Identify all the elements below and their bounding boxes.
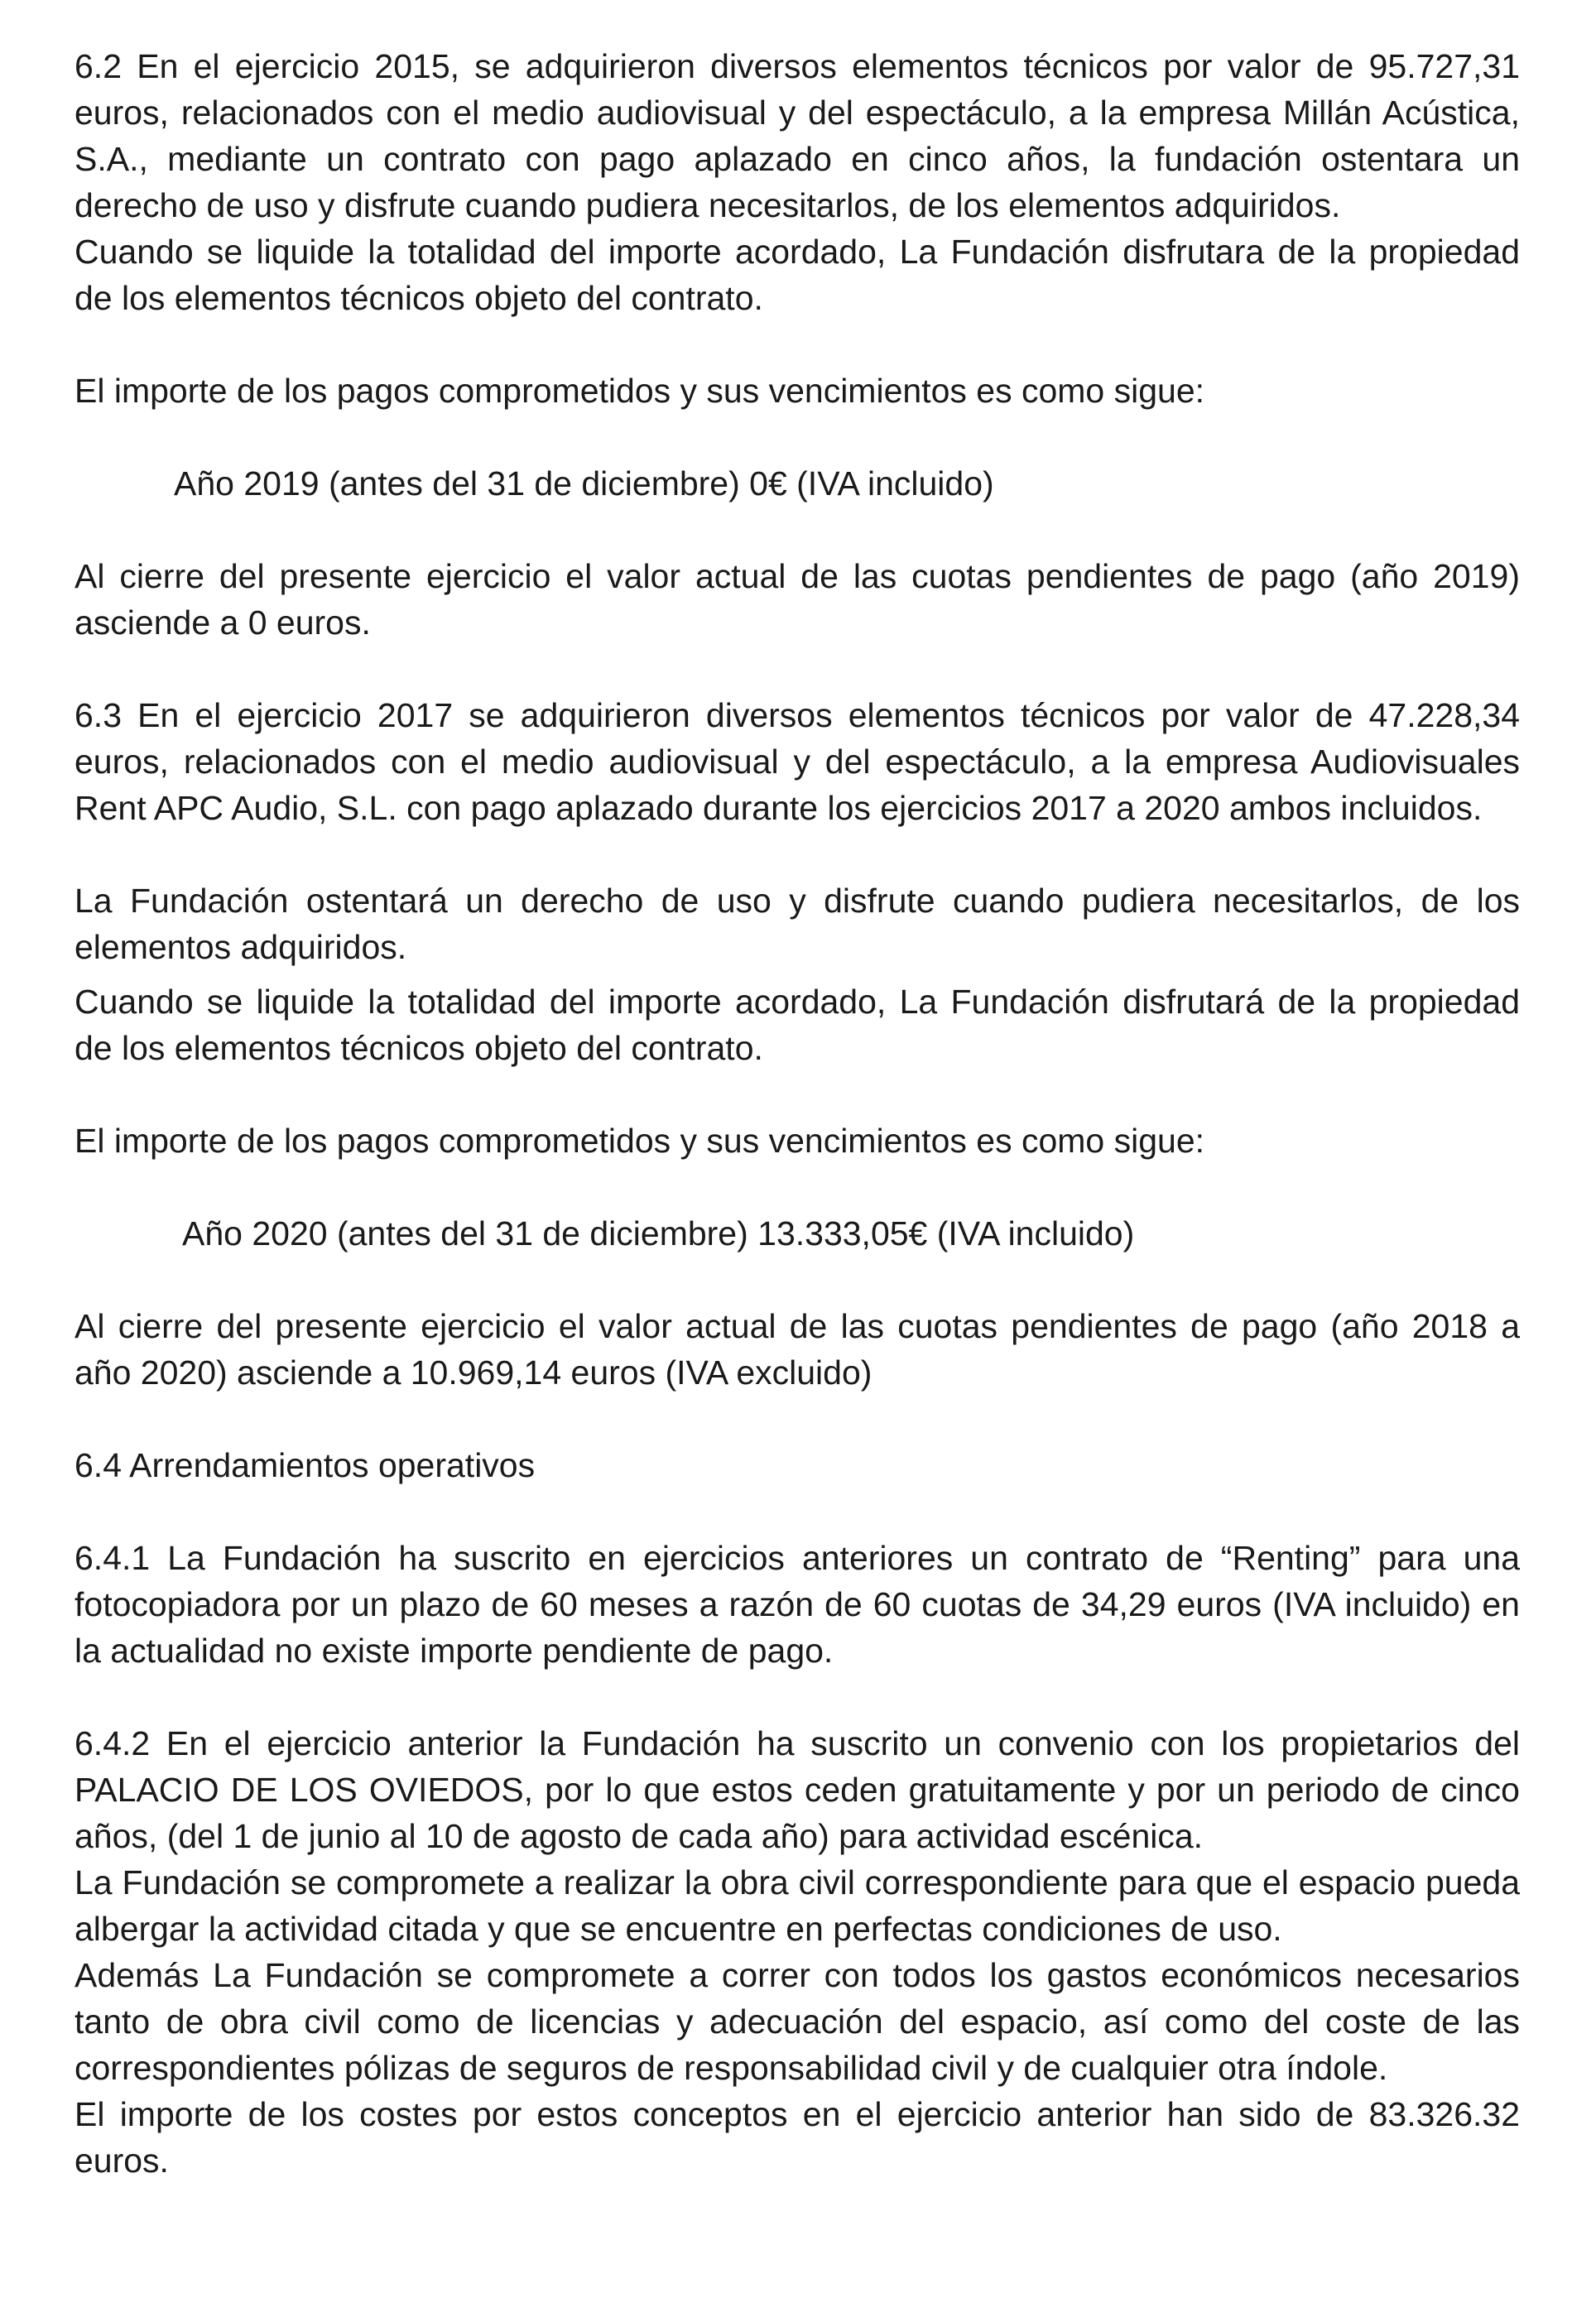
paragraph-line: Rent APC Audio, S.L. con pago aplazado durante los ejercicios 2017 a 2020 ambos incluidos. bbox=[75, 789, 1483, 827]
paragraph-line: La Fundación ostentará un derecho de uso y disfrute cuando pudiera necesitarlos, de los bbox=[75, 882, 1520, 920]
paragraph-line: 6.4.2 En el ejercicio anterior la Fundación ha suscrito un convenio con los propietarios del bbox=[75, 1724, 1520, 1762]
paragraph-line: PALACIO DE LOS OVIEDOS, por lo que estos ceden gratuitamente y por un periodo de cinco bbox=[75, 1771, 1520, 1809]
paragraph-line: euros, relacionados con el medio audiovisual y del espectáculo, a la empresa Audiovisuales bbox=[75, 743, 1520, 781]
paragraph-line: 6.3 En el ejercicio 2017 se adquirieron diversos elementos técnicos por valor de 47.228,34 bbox=[75, 696, 1520, 734]
paragraph-line: Cuando se liquide la totalidad del importe acordado, La Fundación disfrutara de la propiedad bbox=[75, 233, 1520, 271]
paragraph-line: elementos adquiridos. bbox=[75, 928, 407, 966]
section-6-4-2 bbox=[75, 1720, 1520, 2184]
paragraph-line: El importe de los costes por estos conceptos en el ejercicio anterior han sido de 83.326.32 bbox=[75, 2095, 1520, 2133]
section-heading: 6.4 Arrendamientos operativos bbox=[75, 1446, 536, 1484]
paragraph-line: años, (del 1 de junio al 10 de agosto de cada año) para actividad escénica. bbox=[75, 1817, 1204, 1855]
section-6-3 bbox=[75, 692, 1520, 831]
section-6-4-1 bbox=[75, 1535, 1520, 1674]
payments-intro: El importe de los pagos comprometidos y sus vencimientos es como sigue: bbox=[75, 372, 1205, 410]
use-right-paragraph bbox=[75, 877, 1520, 970]
paragraph-line: Cuando se liquide la totalidad del importe acordado, La Fundación disfrutará de la propiedad bbox=[75, 983, 1520, 1021]
paragraph-line: derecho de uso y disfrute cuando pudiera necesitarlos, de los elementos adquiridos. bbox=[75, 186, 1341, 224]
payments-intro: El importe de los pagos comprometidos y sus vencimientos es como sigue: bbox=[75, 1122, 1205, 1160]
paragraph-line: Al cierre del presente ejercicio el valor actual de las cuotas pendientes de pago (año 2019) bbox=[75, 557, 1520, 595]
paragraph-line: 6.4.1 La Fundación ha suscrito en ejercicios anteriores un contrato de “Renting” para una bbox=[75, 1539, 1520, 1577]
ownership-paragraph bbox=[75, 978, 1520, 1071]
paragraph-line: albergar la actividad citada y que se encuentre en perfectas condiciones de uso. bbox=[75, 1910, 1282, 1948]
paragraph-line: asciende a 0 euros. bbox=[75, 603, 371, 642]
payment-schedule-line: Año 2020 (antes del 31 de diciembre) 13.333,05€ (IVA incluido) bbox=[182, 1214, 1135, 1252]
payment-schedule-line: Año 2019 (antes del 31 de diciembre) 0€ (IVA incluido) bbox=[174, 464, 994, 502]
paragraph-line: euros, relacionados con el medio audiovisual y del espectáculo, a la empresa Millán Acústica, bbox=[75, 94, 1520, 132]
section-6-2 bbox=[75, 43, 1520, 321]
closing-paragraph bbox=[75, 553, 1520, 646]
paragraph-line: de los elementos técnicos objeto del contrato. bbox=[75, 1029, 763, 1067]
paragraph-line: 6.2 En el ejercicio 2015, se adquirieron diversos elementos técnicos por valor de 95.727,31 bbox=[75, 47, 1520, 85]
paragraph-line: euros. bbox=[75, 2142, 169, 2180]
paragraph-line: La Fundación se compromete a realizar la obra civil correspondiente para que el espacio pueda bbox=[75, 1863, 1520, 1901]
document-page bbox=[75, 43, 1520, 2184]
paragraph-line: año 2020) asciende a 10.969,14 euros (IVA excluido) bbox=[75, 1353, 873, 1392]
paragraph-line: tanto de obra civil como de licencias y adecuación del espacio, así como del coste de las bbox=[75, 2002, 1520, 2041]
paragraph-line: Además La Fundación se compromete a correr con todos los gastos económicos necesarios bbox=[75, 1956, 1520, 1994]
paragraph-line: correspondientes pólizas de seguros de responsabilidad civil y de cualquier otra índole. bbox=[75, 2049, 1388, 2087]
paragraph-line: Al cierre del presente ejercicio el valor actual de las cuotas pendientes de pago (año 2018 a bbox=[75, 1307, 1520, 1345]
closing-paragraph bbox=[75, 1303, 1520, 1396]
paragraph-line: de los elementos técnicos objeto del contrato. bbox=[75, 279, 763, 317]
paragraph-line: la actualidad no existe importe pendiente de pago. bbox=[75, 1632, 834, 1670]
paragraph-line: S.A., mediante un contrato con pago aplazado en cinco años, la fundación ostentara un bbox=[75, 140, 1520, 178]
paragraph-line: fotocopiadora por un plazo de 60 meses a razón de 60 cuotas de 34,29 euros (IVA incluido) en bbox=[75, 1585, 1520, 1623]
